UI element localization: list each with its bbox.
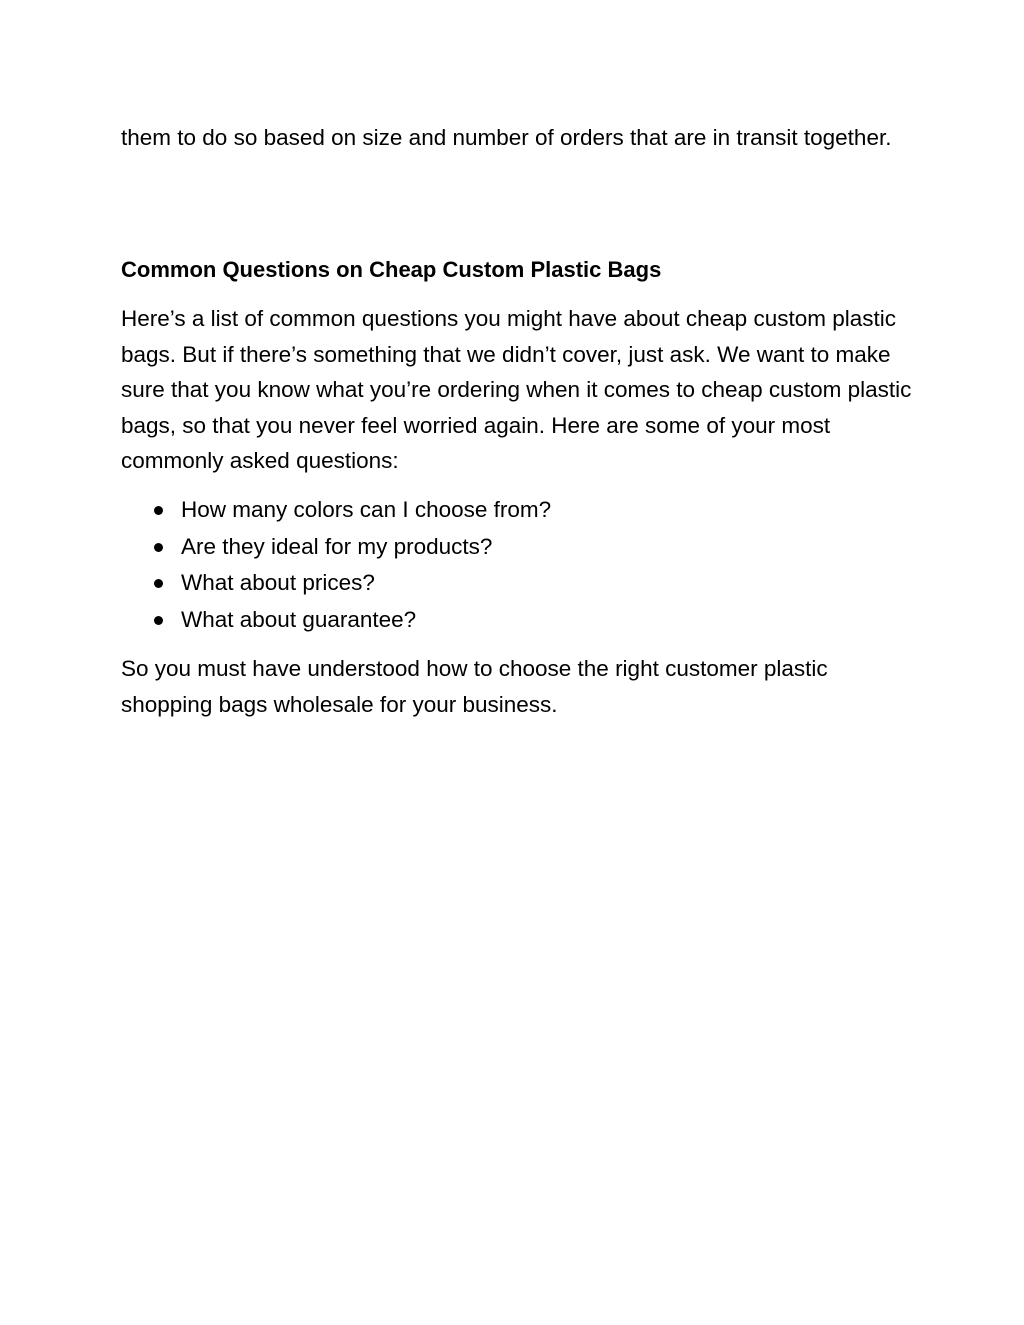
intro-paragraph: them to do so based on size and number of orders that are in transit together. <box>121 125 892 150</box>
bullet-icon <box>154 616 163 625</box>
questions-list <box>121 492 921 638</box>
section-heading: Common Questions on Cheap Custom Plastic Bags <box>121 257 662 282</box>
list-item <box>121 492 921 529</box>
list-item <box>121 602 921 639</box>
list-item-text: What about prices? <box>181 570 375 595</box>
closing-paragraph: So you must have understood how to choose the right customer plastic shopping bags wholesale for your business. <box>121 656 828 717</box>
list-item-text: What about guarantee? <box>181 606 417 632</box>
questions-intro-paragraph: Here’s a list of common questions you might have about cheap custom plastic bags. But if there’s something that we didn’t cover, just ask. We want to make sure that you know what you’re ordering when it comes to cheap custom plastic bags, so that you never feel worried again. Here are some of your most commonly asked questions: <box>121 306 912 473</box>
bullet-icon <box>154 543 163 552</box>
list-item-text: Are they ideal for my products? <box>181 533 493 559</box>
bullet-icon <box>154 506 163 515</box>
bullet-icon <box>154 579 163 588</box>
list-item <box>121 565 921 602</box>
list-item-text: How many colors can I choose from? <box>181 497 552 522</box>
list-item <box>121 529 921 566</box>
